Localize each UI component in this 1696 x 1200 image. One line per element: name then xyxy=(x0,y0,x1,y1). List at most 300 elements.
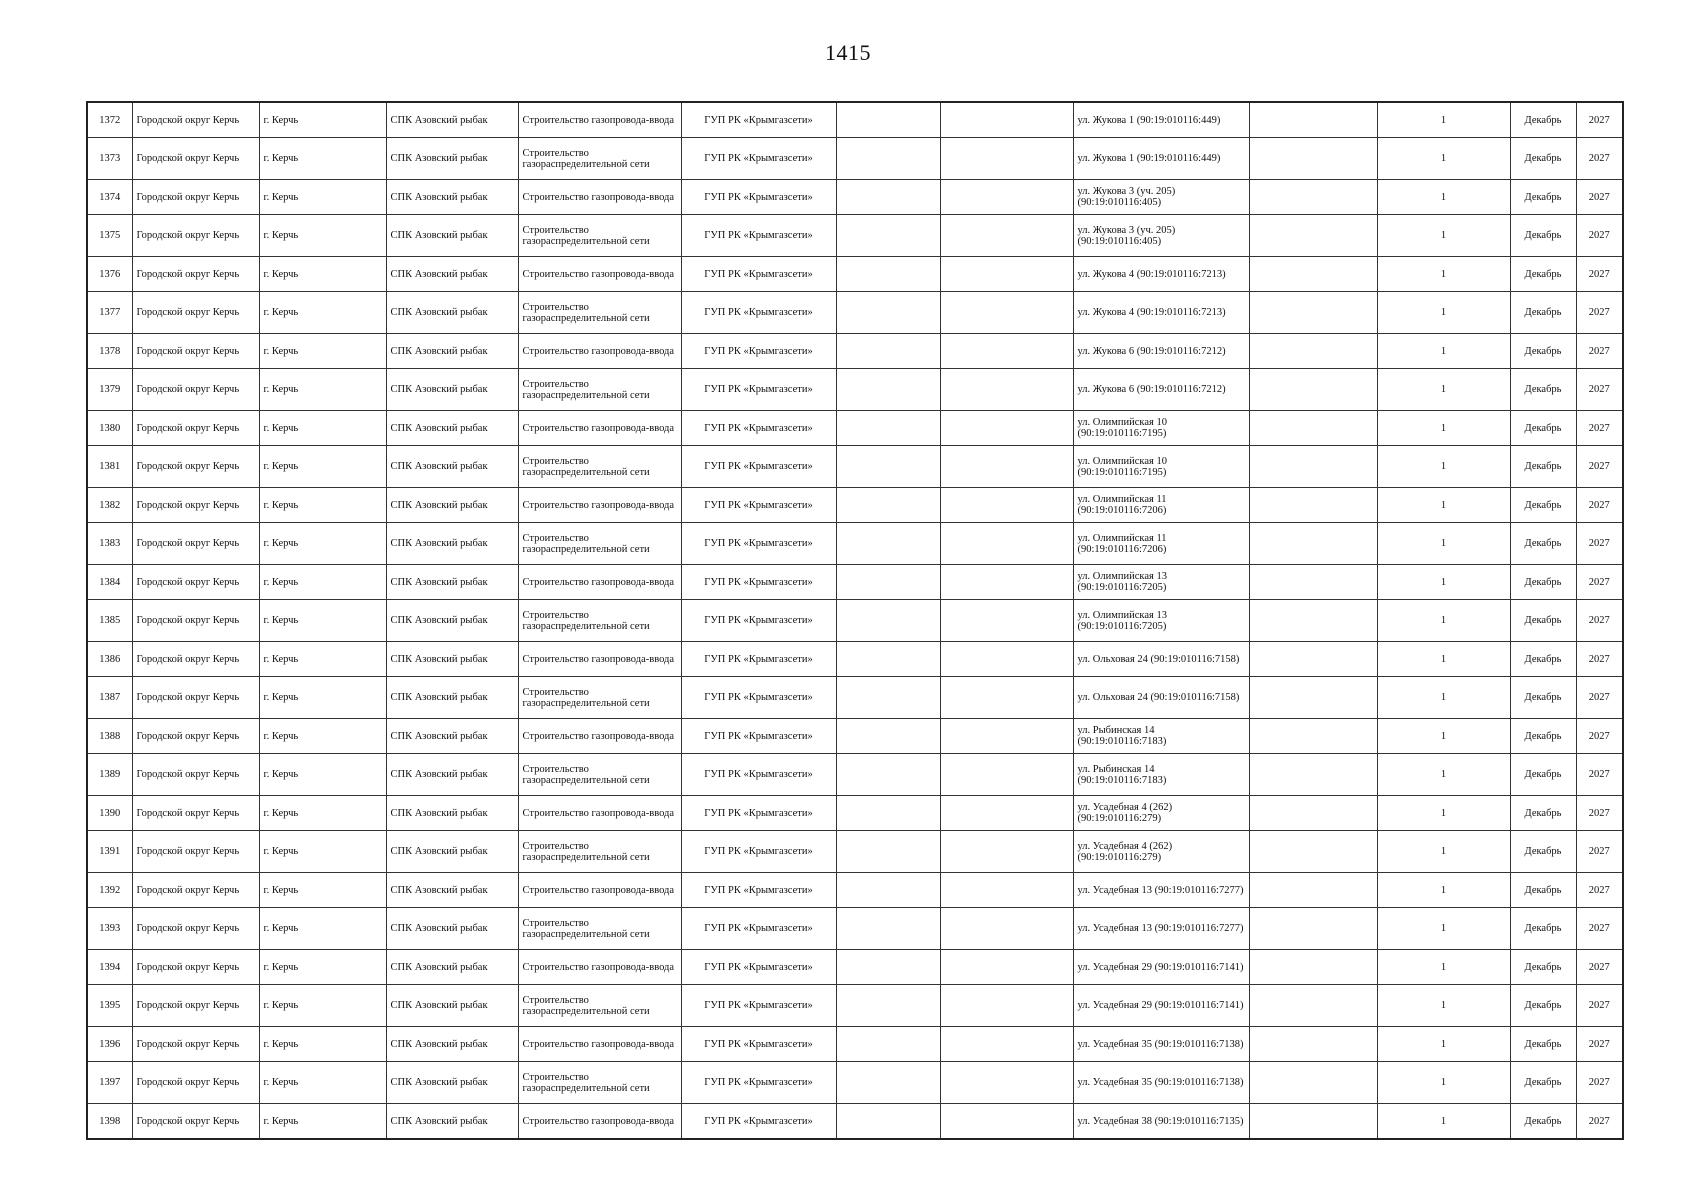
work-type-cell: Строительство газопровода-ввода xyxy=(518,796,681,831)
empty-cell xyxy=(836,334,940,369)
empty-cell xyxy=(836,102,940,138)
city-cell: г. Керчь xyxy=(259,334,386,369)
year-cell: 2027 xyxy=(1576,754,1623,796)
empty-cell xyxy=(940,719,1073,754)
organization-cell: ГУП РК «Крымгазсети» xyxy=(681,565,836,600)
municipality-cell: Городской округ Керчь xyxy=(132,180,259,215)
row-number-cell: 1390 xyxy=(87,796,132,831)
work-type-cell: Строительство газопровода-ввода xyxy=(518,180,681,215)
month-cell: Декабрь xyxy=(1510,796,1576,831)
work-type-cell: Строительство газопровода-ввода xyxy=(518,411,681,446)
address-cell: ул. Ольховая 24 (90:19:010116:7158) xyxy=(1073,677,1249,719)
quantity-cell: 1 xyxy=(1377,138,1510,180)
organization-cell: ГУП РК «Крымгазсети» xyxy=(681,1027,836,1062)
year-cell: 2027 xyxy=(1576,180,1623,215)
quantity-cell: 1 xyxy=(1377,369,1510,411)
row-number-cell: 1389 xyxy=(87,754,132,796)
empty-cell xyxy=(940,985,1073,1027)
empty-cell xyxy=(940,292,1073,334)
city-cell: г. Керчь xyxy=(259,369,386,411)
customer-cell: СПК Азовский рыбак xyxy=(386,215,518,257)
empty-cell xyxy=(1249,215,1377,257)
municipality-cell: Городской округ Керчь xyxy=(132,1104,259,1140)
municipality-cell: Городской округ Керчь xyxy=(132,600,259,642)
municipality-cell: Городской округ Керчь xyxy=(132,908,259,950)
quantity-cell: 1 xyxy=(1377,754,1510,796)
empty-cell xyxy=(1249,985,1377,1027)
work-type-cell: Строительство газораспределительной сети xyxy=(518,138,681,180)
quantity-cell: 1 xyxy=(1377,102,1510,138)
row-number-cell: 1393 xyxy=(87,908,132,950)
quantity-cell: 1 xyxy=(1377,292,1510,334)
empty-cell xyxy=(1249,950,1377,985)
quantity-cell: 1 xyxy=(1377,1104,1510,1140)
organization-cell: ГУП РК «Крымгазсети» xyxy=(681,985,836,1027)
work-type-cell: Строительство газораспределительной сети xyxy=(518,1062,681,1104)
empty-cell xyxy=(836,292,940,334)
work-type-cell: Строительство газопровода-ввода xyxy=(518,1027,681,1062)
customer-cell: СПК Азовский рыбак xyxy=(386,831,518,873)
organization-cell: ГУП РК «Крымгазсети» xyxy=(681,873,836,908)
customer-cell: СПК Азовский рыбак xyxy=(386,719,518,754)
address-cell: ул. Олимпийская 10 (90:19:010116:7195) xyxy=(1073,446,1249,488)
year-cell: 2027 xyxy=(1576,950,1623,985)
row-number-cell: 1397 xyxy=(87,1062,132,1104)
month-cell: Декабрь xyxy=(1510,411,1576,446)
empty-cell xyxy=(1249,523,1377,565)
table-row xyxy=(87,985,1623,1027)
month-cell: Декабрь xyxy=(1510,873,1576,908)
city-cell: г. Керчь xyxy=(259,292,386,334)
quantity-cell: 1 xyxy=(1377,334,1510,369)
customer-cell: СПК Азовский рыбак xyxy=(386,642,518,677)
empty-cell xyxy=(1249,677,1377,719)
table-row xyxy=(87,873,1623,908)
table-row xyxy=(87,446,1623,488)
organization-cell: ГУП РК «Крымгазсети» xyxy=(681,488,836,523)
quantity-cell: 1 xyxy=(1377,796,1510,831)
city-cell: г. Керчь xyxy=(259,754,386,796)
empty-cell xyxy=(940,796,1073,831)
table-row xyxy=(87,754,1623,796)
month-cell: Декабрь xyxy=(1510,102,1576,138)
customer-cell: СПК Азовский рыбак xyxy=(386,754,518,796)
city-cell: г. Керчь xyxy=(259,677,386,719)
row-number-cell: 1387 xyxy=(87,677,132,719)
municipality-cell: Городской округ Керчь xyxy=(132,1062,259,1104)
organization-cell: ГУП РК «Крымгазсети» xyxy=(681,180,836,215)
quantity-cell: 1 xyxy=(1377,600,1510,642)
municipality-cell: Городской округ Керчь xyxy=(132,796,259,831)
address-cell: ул. Олимпийская 13 (90:19:010116:7205) xyxy=(1073,565,1249,600)
municipality-cell: Городской округ Керчь xyxy=(132,138,259,180)
customer-cell: СПК Азовский рыбак xyxy=(386,488,518,523)
city-cell: г. Керчь xyxy=(259,1104,386,1140)
empty-cell xyxy=(836,642,940,677)
empty-cell xyxy=(1249,138,1377,180)
empty-cell xyxy=(1249,831,1377,873)
customer-cell: СПК Азовский рыбак xyxy=(386,257,518,292)
city-cell: г. Керчь xyxy=(259,796,386,831)
empty-cell xyxy=(836,257,940,292)
gas-network-table xyxy=(86,101,1624,1140)
municipality-cell: Городской округ Керчь xyxy=(132,411,259,446)
city-cell: г. Керчь xyxy=(259,873,386,908)
address-cell: ул. Усадебная 4 (262) (90:19:010116:279) xyxy=(1073,831,1249,873)
empty-cell xyxy=(1249,642,1377,677)
customer-cell: СПК Азовский рыбак xyxy=(386,565,518,600)
empty-cell xyxy=(940,411,1073,446)
table-row xyxy=(87,523,1623,565)
city-cell: г. Керчь xyxy=(259,1027,386,1062)
quantity-cell: 1 xyxy=(1377,1027,1510,1062)
year-cell: 2027 xyxy=(1576,446,1623,488)
organization-cell: ГУП РК «Крымгазсети» xyxy=(681,334,836,369)
city-cell: г. Керчь xyxy=(259,600,386,642)
municipality-cell: Городской округ Керчь xyxy=(132,719,259,754)
quantity-cell: 1 xyxy=(1377,488,1510,523)
municipality-cell: Городской округ Керчь xyxy=(132,446,259,488)
quantity-cell: 1 xyxy=(1377,565,1510,600)
municipality-cell: Городской округ Керчь xyxy=(132,873,259,908)
table-row xyxy=(87,1104,1623,1140)
empty-cell xyxy=(1249,102,1377,138)
municipality-cell: Городской округ Керчь xyxy=(132,985,259,1027)
row-number-cell: 1377 xyxy=(87,292,132,334)
table-row xyxy=(87,600,1623,642)
month-cell: Декабрь xyxy=(1510,719,1576,754)
municipality-cell: Городской округ Керчь xyxy=(132,102,259,138)
table-row xyxy=(87,950,1623,985)
address-cell: ул. Олимпийская 10 (90:19:010116:7195) xyxy=(1073,411,1249,446)
year-cell: 2027 xyxy=(1576,138,1623,180)
empty-cell xyxy=(940,642,1073,677)
address-cell: ул. Усадебная 35 (90:19:010116:7138) xyxy=(1073,1027,1249,1062)
empty-cell xyxy=(1249,411,1377,446)
empty-cell xyxy=(1249,292,1377,334)
row-number-cell: 1394 xyxy=(87,950,132,985)
address-cell: ул. Рыбинская 14 (90:19:010116:7183) xyxy=(1073,754,1249,796)
year-cell: 2027 xyxy=(1576,908,1623,950)
municipality-cell: Городской округ Керчь xyxy=(132,754,259,796)
customer-cell: СПК Азовский рыбак xyxy=(386,985,518,1027)
address-cell: ул. Усадебная 29 (90:19:010116:7141) xyxy=(1073,985,1249,1027)
customer-cell: СПК Азовский рыбак xyxy=(386,102,518,138)
municipality-cell: Городской округ Керчь xyxy=(132,1027,259,1062)
month-cell: Декабрь xyxy=(1510,600,1576,642)
customer-cell: СПК Азовский рыбак xyxy=(386,950,518,985)
work-type-cell: Строительство газораспределительной сети xyxy=(518,215,681,257)
work-type-cell: Строительство газопровода-ввода xyxy=(518,257,681,292)
address-cell: ул. Жукова 6 (90:19:010116:7212) xyxy=(1073,369,1249,411)
work-type-cell: Строительство газораспределительной сети xyxy=(518,292,681,334)
work-type-cell: Строительство газопровода-ввода xyxy=(518,102,681,138)
empty-cell xyxy=(940,1104,1073,1140)
organization-cell: ГУП РК «Крымгазсети» xyxy=(681,257,836,292)
quantity-cell: 1 xyxy=(1377,719,1510,754)
city-cell: г. Керчь xyxy=(259,488,386,523)
year-cell: 2027 xyxy=(1576,719,1623,754)
organization-cell: ГУП РК «Крымгазсети» xyxy=(681,523,836,565)
address-cell: ул. Жукова 3 (уч. 205) (90:19:010116:405) xyxy=(1073,215,1249,257)
quantity-cell: 1 xyxy=(1377,985,1510,1027)
row-number-cell: 1380 xyxy=(87,411,132,446)
work-type-cell: Строительство газораспределительной сети xyxy=(518,677,681,719)
city-cell: г. Керчь xyxy=(259,138,386,180)
address-cell: ул. Рыбинская 14 (90:19:010116:7183) xyxy=(1073,719,1249,754)
city-cell: г. Керчь xyxy=(259,950,386,985)
municipality-cell: Городской округ Керчь xyxy=(132,488,259,523)
address-cell: ул. Жукова 1 (90:19:010116:449) xyxy=(1073,138,1249,180)
city-cell: г. Керчь xyxy=(259,642,386,677)
organization-cell: ГУП РК «Крымгазсети» xyxy=(681,719,836,754)
customer-cell: СПК Азовский рыбак xyxy=(386,677,518,719)
organization-cell: ГУП РК «Крымгазсети» xyxy=(681,796,836,831)
empty-cell xyxy=(836,873,940,908)
address-cell: ул. Олимпийская 13 (90:19:010116:7205) xyxy=(1073,600,1249,642)
empty-cell xyxy=(940,257,1073,292)
address-cell: ул. Усадебная 35 (90:19:010116:7138) xyxy=(1073,1062,1249,1104)
municipality-cell: Городской округ Керчь xyxy=(132,565,259,600)
work-type-cell: Строительство газопровода-ввода xyxy=(518,719,681,754)
organization-cell: ГУП РК «Крымгазсети» xyxy=(681,754,836,796)
table-row xyxy=(87,334,1623,369)
month-cell: Декабрь xyxy=(1510,334,1576,369)
empty-cell xyxy=(1249,369,1377,411)
customer-cell: СПК Азовский рыбак xyxy=(386,334,518,369)
empty-cell xyxy=(940,600,1073,642)
address-cell: ул. Усадебная 38 (90:19:010116:7135) xyxy=(1073,1104,1249,1140)
quantity-cell: 1 xyxy=(1377,831,1510,873)
month-cell: Декабрь xyxy=(1510,754,1576,796)
customer-cell: СПК Азовский рыбак xyxy=(386,446,518,488)
row-number-cell: 1384 xyxy=(87,565,132,600)
empty-cell xyxy=(1249,1062,1377,1104)
municipality-cell: Городской округ Керчь xyxy=(132,334,259,369)
table-row xyxy=(87,257,1623,292)
month-cell: Декабрь xyxy=(1510,950,1576,985)
empty-cell xyxy=(1249,334,1377,369)
year-cell: 2027 xyxy=(1576,488,1623,523)
month-cell: Декабрь xyxy=(1510,908,1576,950)
work-type-cell: Строительство газораспределительной сети xyxy=(518,908,681,950)
month-cell: Декабрь xyxy=(1510,369,1576,411)
year-cell: 2027 xyxy=(1576,523,1623,565)
customer-cell: СПК Азовский рыбак xyxy=(386,796,518,831)
empty-cell xyxy=(1249,446,1377,488)
address-cell: ул. Жукова 1 (90:19:010116:449) xyxy=(1073,102,1249,138)
empty-cell xyxy=(940,138,1073,180)
customer-cell: СПК Азовский рыбак xyxy=(386,1062,518,1104)
year-cell: 2027 xyxy=(1576,215,1623,257)
quantity-cell: 1 xyxy=(1377,446,1510,488)
table-row xyxy=(87,565,1623,600)
work-type-cell: Строительство газопровода-ввода xyxy=(518,488,681,523)
organization-cell: ГУП РК «Крымгазсети» xyxy=(681,215,836,257)
customer-cell: СПК Азовский рыбак xyxy=(386,1027,518,1062)
month-cell: Декабрь xyxy=(1510,215,1576,257)
year-cell: 2027 xyxy=(1576,1062,1623,1104)
row-number-cell: 1383 xyxy=(87,523,132,565)
city-cell: г. Керчь xyxy=(259,257,386,292)
quantity-cell: 1 xyxy=(1377,677,1510,719)
work-type-cell: Строительство газораспределительной сети xyxy=(518,985,681,1027)
empty-cell xyxy=(836,565,940,600)
organization-cell: ГУП РК «Крымгазсети» xyxy=(681,642,836,677)
empty-cell xyxy=(836,985,940,1027)
month-cell: Декабрь xyxy=(1510,1104,1576,1140)
municipality-cell: Городской округ Керчь xyxy=(132,292,259,334)
empty-cell xyxy=(836,446,940,488)
city-cell: г. Керчь xyxy=(259,831,386,873)
organization-cell: ГУП РК «Крымгазсети» xyxy=(681,138,836,180)
customer-cell: СПК Азовский рыбак xyxy=(386,600,518,642)
row-number-cell: 1374 xyxy=(87,180,132,215)
address-cell: ул. Олимпийская 11 (90:19:010116:7206) xyxy=(1073,523,1249,565)
table-row xyxy=(87,215,1623,257)
municipality-cell: Городской округ Керчь xyxy=(132,950,259,985)
table-row xyxy=(87,369,1623,411)
row-number-cell: 1386 xyxy=(87,642,132,677)
row-number-cell: 1385 xyxy=(87,600,132,642)
year-cell: 2027 xyxy=(1576,600,1623,642)
month-cell: Декабрь xyxy=(1510,488,1576,523)
organization-cell: ГУП РК «Крымгазсети» xyxy=(681,908,836,950)
empty-cell xyxy=(940,754,1073,796)
table-body xyxy=(87,102,1623,1139)
empty-cell xyxy=(940,102,1073,138)
month-cell: Декабрь xyxy=(1510,446,1576,488)
year-cell: 2027 xyxy=(1576,411,1623,446)
row-number-cell: 1392 xyxy=(87,873,132,908)
quantity-cell: 1 xyxy=(1377,523,1510,565)
empty-cell xyxy=(836,369,940,411)
city-cell: г. Керчь xyxy=(259,102,386,138)
row-number-cell: 1391 xyxy=(87,831,132,873)
organization-cell: ГУП РК «Крымгазсети» xyxy=(681,831,836,873)
empty-cell xyxy=(1249,257,1377,292)
empty-cell xyxy=(836,138,940,180)
organization-cell: ГУП РК «Крымгазсети» xyxy=(681,1104,836,1140)
month-cell: Декабрь xyxy=(1510,565,1576,600)
table-row xyxy=(87,180,1623,215)
table-row xyxy=(87,411,1623,446)
empty-cell xyxy=(836,677,940,719)
quantity-cell: 1 xyxy=(1377,215,1510,257)
organization-cell: ГУП РК «Крымгазсети» xyxy=(681,292,836,334)
empty-cell xyxy=(1249,488,1377,523)
empty-cell xyxy=(836,523,940,565)
empty-cell xyxy=(836,831,940,873)
year-cell: 2027 xyxy=(1576,873,1623,908)
organization-cell: ГУП РК «Крымгазсети» xyxy=(681,369,836,411)
city-cell: г. Керчь xyxy=(259,446,386,488)
empty-cell xyxy=(940,369,1073,411)
empty-cell xyxy=(836,180,940,215)
municipality-cell: Городской округ Керчь xyxy=(132,831,259,873)
row-number-cell: 1381 xyxy=(87,446,132,488)
customer-cell: СПК Азовский рыбак xyxy=(386,908,518,950)
organization-cell: ГУП РК «Крымгазсети» xyxy=(681,411,836,446)
table-row xyxy=(87,1027,1623,1062)
organization-cell: ГУП РК «Крымгазсети» xyxy=(681,950,836,985)
year-cell: 2027 xyxy=(1576,1027,1623,1062)
empty-cell xyxy=(836,1027,940,1062)
address-cell: ул. Усадебная 29 (90:19:010116:7141) xyxy=(1073,950,1249,985)
empty-cell xyxy=(1249,796,1377,831)
year-cell: 2027 xyxy=(1576,102,1623,138)
table-row xyxy=(87,677,1623,719)
empty-cell xyxy=(836,1104,940,1140)
quantity-cell: 1 xyxy=(1377,257,1510,292)
row-number-cell: 1373 xyxy=(87,138,132,180)
municipality-cell: Городской округ Керчь xyxy=(132,257,259,292)
address-cell: ул. Жукова 6 (90:19:010116:7212) xyxy=(1073,334,1249,369)
year-cell: 2027 xyxy=(1576,677,1623,719)
work-type-cell: Строительство газопровода-ввода xyxy=(518,565,681,600)
work-type-cell: Строительство газопровода-ввода xyxy=(518,950,681,985)
month-cell: Декабрь xyxy=(1510,180,1576,215)
empty-cell xyxy=(940,908,1073,950)
row-number-cell: 1388 xyxy=(87,719,132,754)
empty-cell xyxy=(1249,565,1377,600)
work-type-cell: Строительство газораспределительной сети xyxy=(518,446,681,488)
row-number-cell: 1378 xyxy=(87,334,132,369)
work-type-cell: Строительство газопровода-ввода xyxy=(518,1104,681,1140)
empty-cell xyxy=(940,334,1073,369)
work-type-cell: Строительство газопровода-ввода xyxy=(518,873,681,908)
year-cell: 2027 xyxy=(1576,565,1623,600)
empty-cell xyxy=(940,215,1073,257)
empty-cell xyxy=(940,1062,1073,1104)
customer-cell: СПК Азовский рыбак xyxy=(386,138,518,180)
month-cell: Декабрь xyxy=(1510,138,1576,180)
empty-cell xyxy=(940,677,1073,719)
empty-cell xyxy=(836,488,940,523)
work-type-cell: Строительство газораспределительной сети xyxy=(518,600,681,642)
city-cell: г. Керчь xyxy=(259,985,386,1027)
empty-cell xyxy=(1249,600,1377,642)
organization-cell: ГУП РК «Крымгазсети» xyxy=(681,1062,836,1104)
empty-cell xyxy=(940,950,1073,985)
city-cell: г. Керчь xyxy=(259,180,386,215)
customer-cell: СПК Азовский рыбак xyxy=(386,180,518,215)
empty-cell xyxy=(1249,180,1377,215)
address-cell: ул. Ольховая 24 (90:19:010116:7158) xyxy=(1073,642,1249,677)
empty-cell xyxy=(1249,1027,1377,1062)
year-cell: 2027 xyxy=(1576,257,1623,292)
empty-cell xyxy=(836,754,940,796)
empty-cell xyxy=(836,600,940,642)
city-cell: г. Керчь xyxy=(259,565,386,600)
table-row xyxy=(87,292,1623,334)
year-cell: 2027 xyxy=(1576,292,1623,334)
month-cell: Декабрь xyxy=(1510,292,1576,334)
empty-cell xyxy=(836,215,940,257)
table-row xyxy=(87,102,1623,138)
empty-cell xyxy=(940,565,1073,600)
customer-cell: СПК Азовский рыбак xyxy=(386,523,518,565)
table-row xyxy=(87,908,1623,950)
table-row xyxy=(87,719,1623,754)
quantity-cell: 1 xyxy=(1377,950,1510,985)
address-cell: ул. Усадебная 4 (262) (90:19:010116:279) xyxy=(1073,796,1249,831)
year-cell: 2027 xyxy=(1576,831,1623,873)
year-cell: 2027 xyxy=(1576,796,1623,831)
municipality-cell: Городской округ Керчь xyxy=(132,523,259,565)
empty-cell xyxy=(836,719,940,754)
work-type-cell: Строительство газораспределительной сети xyxy=(518,369,681,411)
